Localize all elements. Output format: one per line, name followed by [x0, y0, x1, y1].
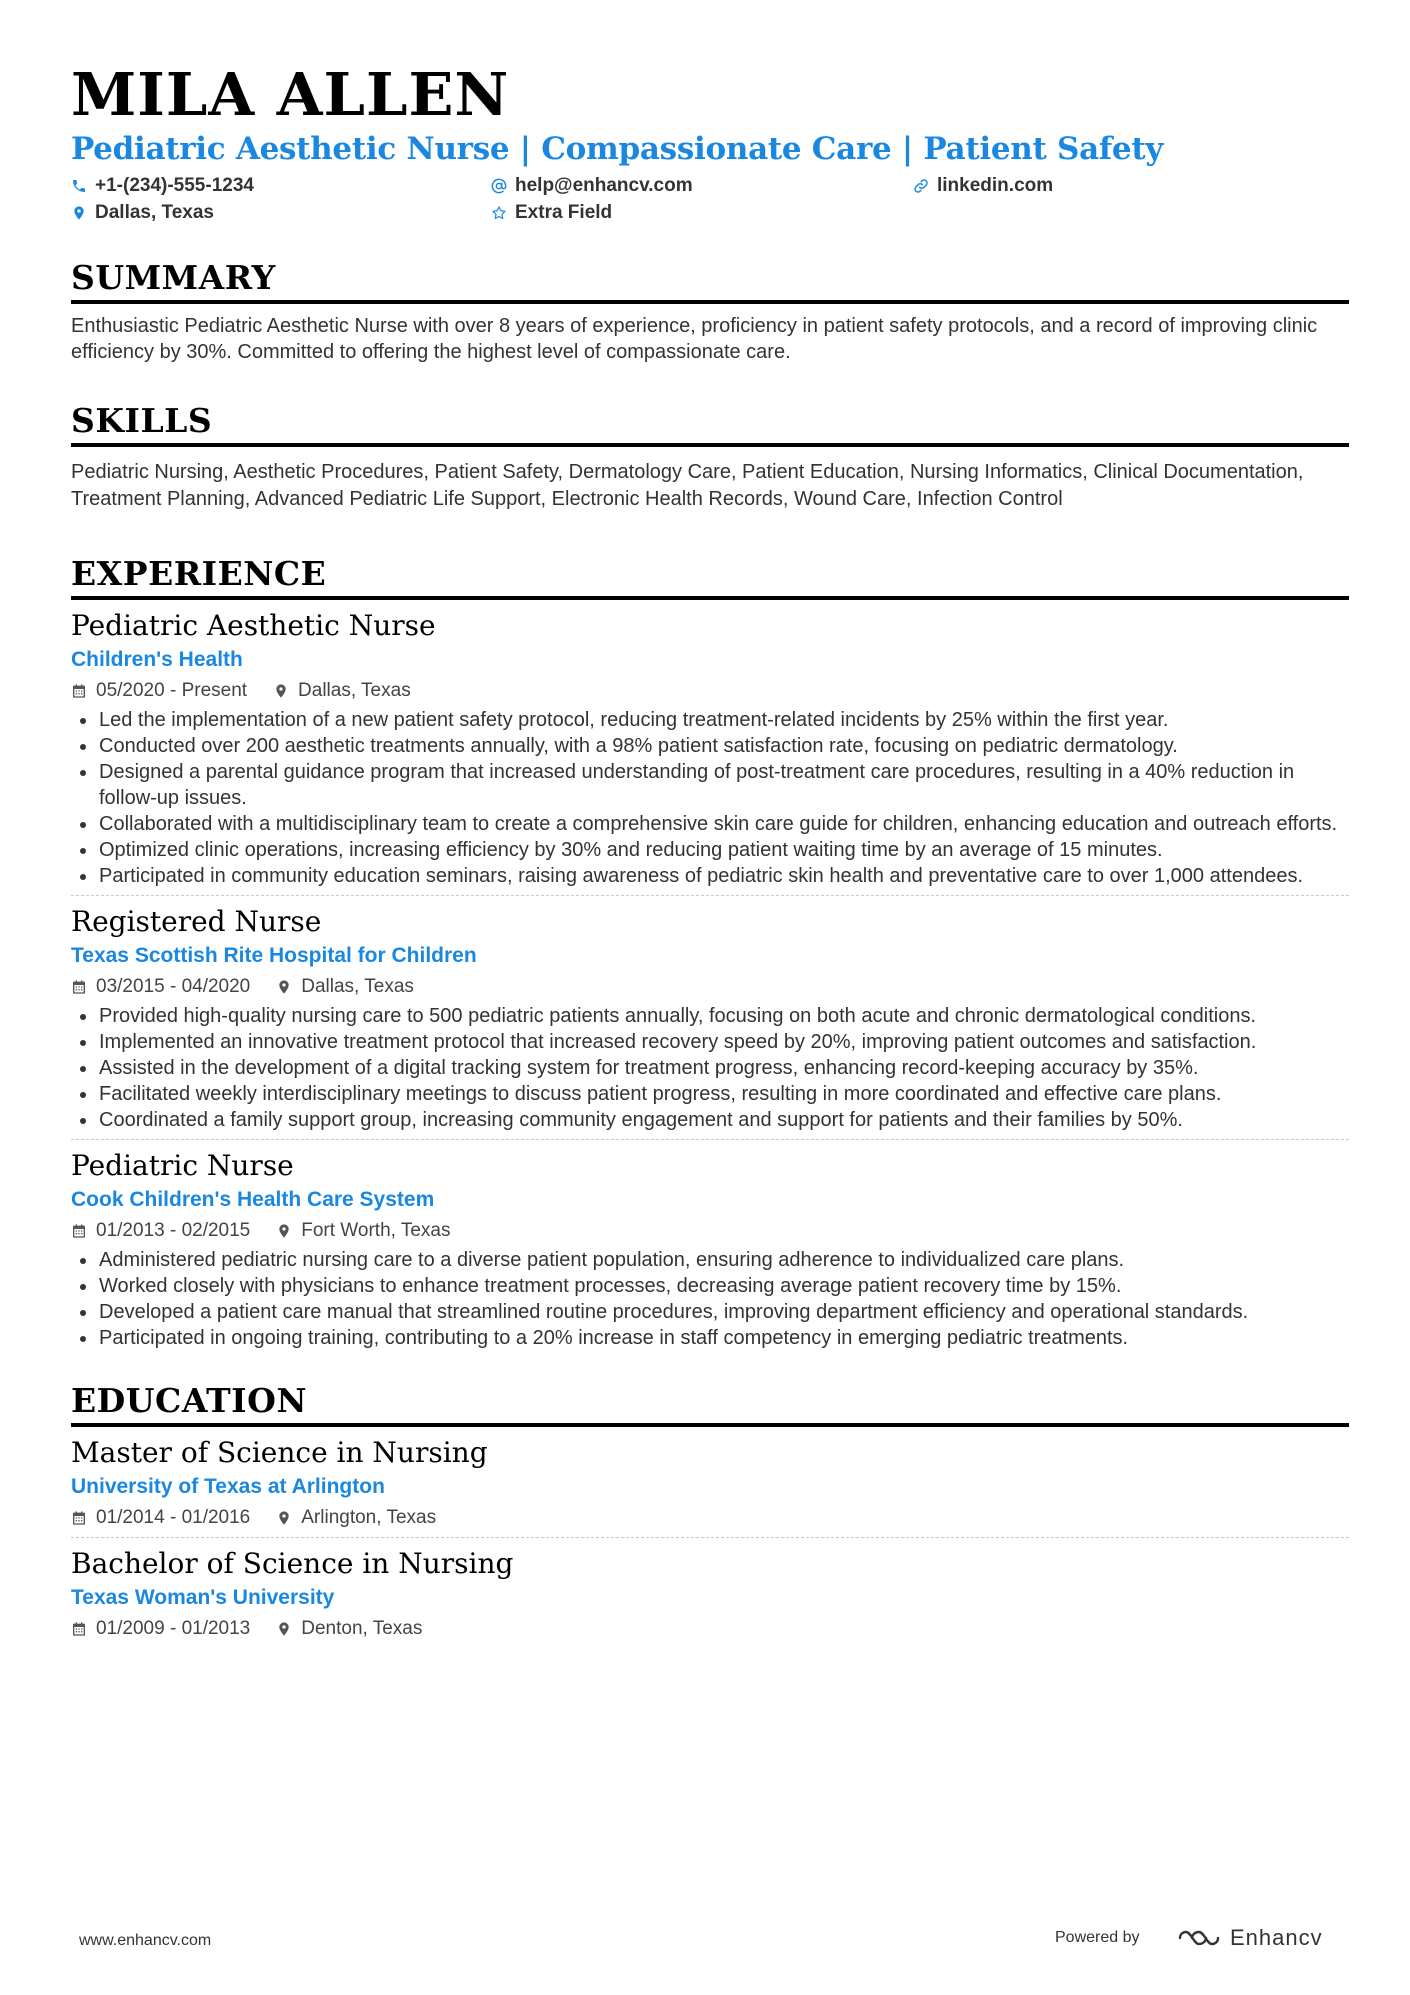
job-title: Registered Nurse: [71, 905, 322, 938]
enhancv-logo-icon: [1176, 1926, 1222, 1950]
summary-text: Enthusiastic Pediatric Aesthetic Nurse with over 8 years of experience, proficiency in patient safety protocols, and a record of improving clinic efficiency by 30%. Committed to offering the highest level of compassionate care.: [71, 315, 1318, 363]
bullet-item: Designed a parental guidance program that increased understanding of post-treatment care procedures, resulting in a 40% reduction in follow-up issues.: [71, 759, 1349, 811]
email-text: help@enhancv.com: [515, 175, 693, 196]
achievement-list: [71, 707, 1349, 889]
footer-powered-by: Powered by: [1055, 1929, 1140, 1946]
entry-location: [276, 1505, 436, 1531]
calendar-icon: [71, 1621, 87, 1637]
entry-meta: [71, 1616, 1349, 1642]
achievement-list: [71, 1247, 1349, 1351]
calendar-icon: [71, 979, 87, 995]
summary-title: SUMMARY: [71, 258, 276, 297]
entry-meta: [71, 1218, 1349, 1244]
bullet-item: Administered pediatric nursing care to a diverse patient population, ensuring adherence to individualized care plans.: [71, 1247, 1349, 1273]
bullet-item: Worked closely with physicians to enhance treatment processes, decreasing average patient recovery time by 15%.: [71, 1273, 1349, 1299]
at-icon: [491, 178, 507, 194]
contact-link[interactable]: [913, 175, 1053, 197]
experience-title: EXPERIENCE: [71, 554, 327, 593]
bullet-item: Collaborated with a multidisciplinary team to create a comprehensive skin care guide for children, enhancing education and outreach efforts.: [71, 811, 1349, 837]
skills-section: [71, 401, 1349, 513]
link-text: linkedin.com: [937, 175, 1054, 196]
entry-dates: [71, 1505, 250, 1531]
company-name: Texas Scottish Rite Hospital for Children: [71, 944, 477, 967]
location-text: Dallas, Texas: [95, 202, 215, 223]
contact-location: [71, 202, 214, 224]
location-text: Arlington, Texas: [301, 1507, 437, 1528]
bullet-item: Optimized clinic operations, increasing efficiency by 30% and reducing patient waiting time by an average of 15 minutes.: [71, 837, 1349, 863]
entry-meta: [71, 974, 1349, 1000]
entry-dates: [71, 678, 247, 704]
entry-location: [276, 1616, 422, 1642]
experience-entry: [71, 600, 1349, 895]
bullet-item: Assisted in the development of a digital tracking system for treatment progress, enhancing record-keeping accuracy by 35%.: [71, 1055, 1349, 1081]
location-pin-icon: [71, 205, 87, 221]
location-text: Dallas, Texas: [298, 680, 411, 701]
entry-dates: [71, 1218, 250, 1244]
contact-info: [71, 171, 1349, 231]
calendar-icon: [71, 1223, 87, 1239]
entry-dates: [71, 974, 250, 1000]
link-icon: [913, 178, 929, 194]
candidate-name: MILA ALLEN: [71, 60, 510, 129]
calendar-icon: [71, 683, 87, 699]
location-text: Denton, Texas: [301, 1618, 423, 1639]
location-pin-icon: [276, 1510, 292, 1526]
dates-text: 01/2009 - 01/2013: [96, 1618, 251, 1639]
bullet-item: Coordinated a family support group, increasing community engagement and support for patients and their families by 50%.: [71, 1107, 1349, 1133]
phone-text: +1-(234)-555-1234: [95, 175, 254, 196]
entry-meta: [71, 1505, 1349, 1531]
bullet-item: Conducted over 200 aesthetic treatments annually, with a 98% patient satisfaction rate, focusing on pediatric dermatology.: [71, 733, 1349, 759]
skills-text: Pediatric Nursing, Aesthetic Procedures, Patient Safety, Dermatology Care, Patient Education, Nursing Informatics, Clinical Documentation, Treatment Planning, Advanced Pediatric Life Support, Electronic Health Records, Wound Care, Infection Control: [71, 461, 1304, 510]
location-text: Fort Worth, Texas: [301, 1220, 451, 1241]
school-name: University of Texas at Arlington: [71, 1475, 385, 1498]
extra-text: Extra Field: [515, 202, 613, 223]
education-title: EDUCATION: [71, 1381, 308, 1420]
location-pin-icon: [273, 683, 289, 699]
bullet-item: Implemented an innovative treatment protocol that increased recovery speed by 20%, improving patient outcomes and satisfaction.: [71, 1029, 1349, 1055]
section-divider: [71, 300, 1349, 304]
degree-title: Bachelor of Science in Nursing: [71, 1547, 514, 1580]
school-name: Texas Woman's University: [71, 1586, 335, 1609]
experience-section: [71, 554, 1349, 1357]
education-section: [71, 1381, 1349, 1648]
education-entry: [71, 1537, 1349, 1648]
dates-text: 05/2020 - Present: [96, 680, 248, 701]
dates-text: 03/2015 - 04/2020: [96, 976, 251, 997]
bullet-item: Participated in community education seminars, raising awareness of pediatric skin health and preventative care to over 1,000 attendees.: [71, 863, 1349, 889]
location-text: Dallas, Texas: [301, 976, 414, 997]
bullet-item: Led the implementation of a new patient safety protocol, reducing treatment-related incidents by 25% within the first year.: [71, 707, 1349, 733]
phone-icon: [71, 178, 87, 194]
dates-text: 01/2014 - 01/2016: [96, 1507, 251, 1528]
skills-title: SKILLS: [71, 401, 213, 440]
summary-section: [71, 258, 1349, 365]
bullet-item: Participated in ongoing training, contributing to a 20% increase in staff competency in emerging pediatric treatments.: [71, 1325, 1349, 1351]
education-entry: [71, 1427, 1349, 1537]
star-icon: [491, 205, 507, 221]
location-pin-icon: [276, 979, 292, 995]
resume-header: [71, 62, 1349, 231]
contact-phone[interactable]: [71, 175, 254, 197]
achievement-list: [71, 1003, 1349, 1133]
resume-content: [71, 62, 1349, 1648]
company-name: Cook Children's Health Care System: [71, 1188, 435, 1211]
dates-text: 01/2013 - 02/2015: [96, 1220, 251, 1241]
entry-location: [273, 678, 411, 704]
calendar-icon: [71, 1510, 87, 1526]
entry-meta: [71, 678, 1349, 704]
experience-entry: [71, 1139, 1349, 1357]
brand-name: Enhancv: [1230, 1925, 1323, 1950]
company-name: Children's Health: [71, 648, 243, 671]
bullet-item: Facilitated weekly interdisciplinary meetings to discuss patient progress, resulting in more coordinated and effective care plans.: [71, 1081, 1349, 1107]
footer-brand[interactable]: [1176, 1925, 1323, 1951]
degree-title: Master of Science in Nursing: [71, 1436, 488, 1469]
entry-dates: [71, 1616, 250, 1642]
job-title: Pediatric Nurse: [71, 1149, 294, 1182]
experience-entry: [71, 895, 1349, 1139]
contact-extra: [491, 202, 612, 224]
location-pin-icon: [276, 1223, 292, 1239]
footer-url[interactable]: www.enhancv.com: [79, 1932, 212, 1949]
location-pin-icon: [276, 1621, 292, 1637]
entry-location: [276, 974, 414, 1000]
contact-email[interactable]: [491, 175, 693, 197]
bullet-item: Developed a patient care manual that streamlined routine procedures, improving department efficiency and operational standards.: [71, 1299, 1349, 1325]
candidate-headline: Pediatric Aesthetic Nurse | Compassionate Care | Patient Safety: [71, 131, 1164, 167]
job-title: Pediatric Aesthetic Nurse: [71, 609, 436, 642]
entry-location: [276, 1218, 450, 1244]
bullet-item: Provided high-quality nursing care to 500 pediatric patients annually, focusing on both acute and chronic dermatological conditions.: [71, 1003, 1349, 1029]
section-divider: [71, 443, 1349, 447]
